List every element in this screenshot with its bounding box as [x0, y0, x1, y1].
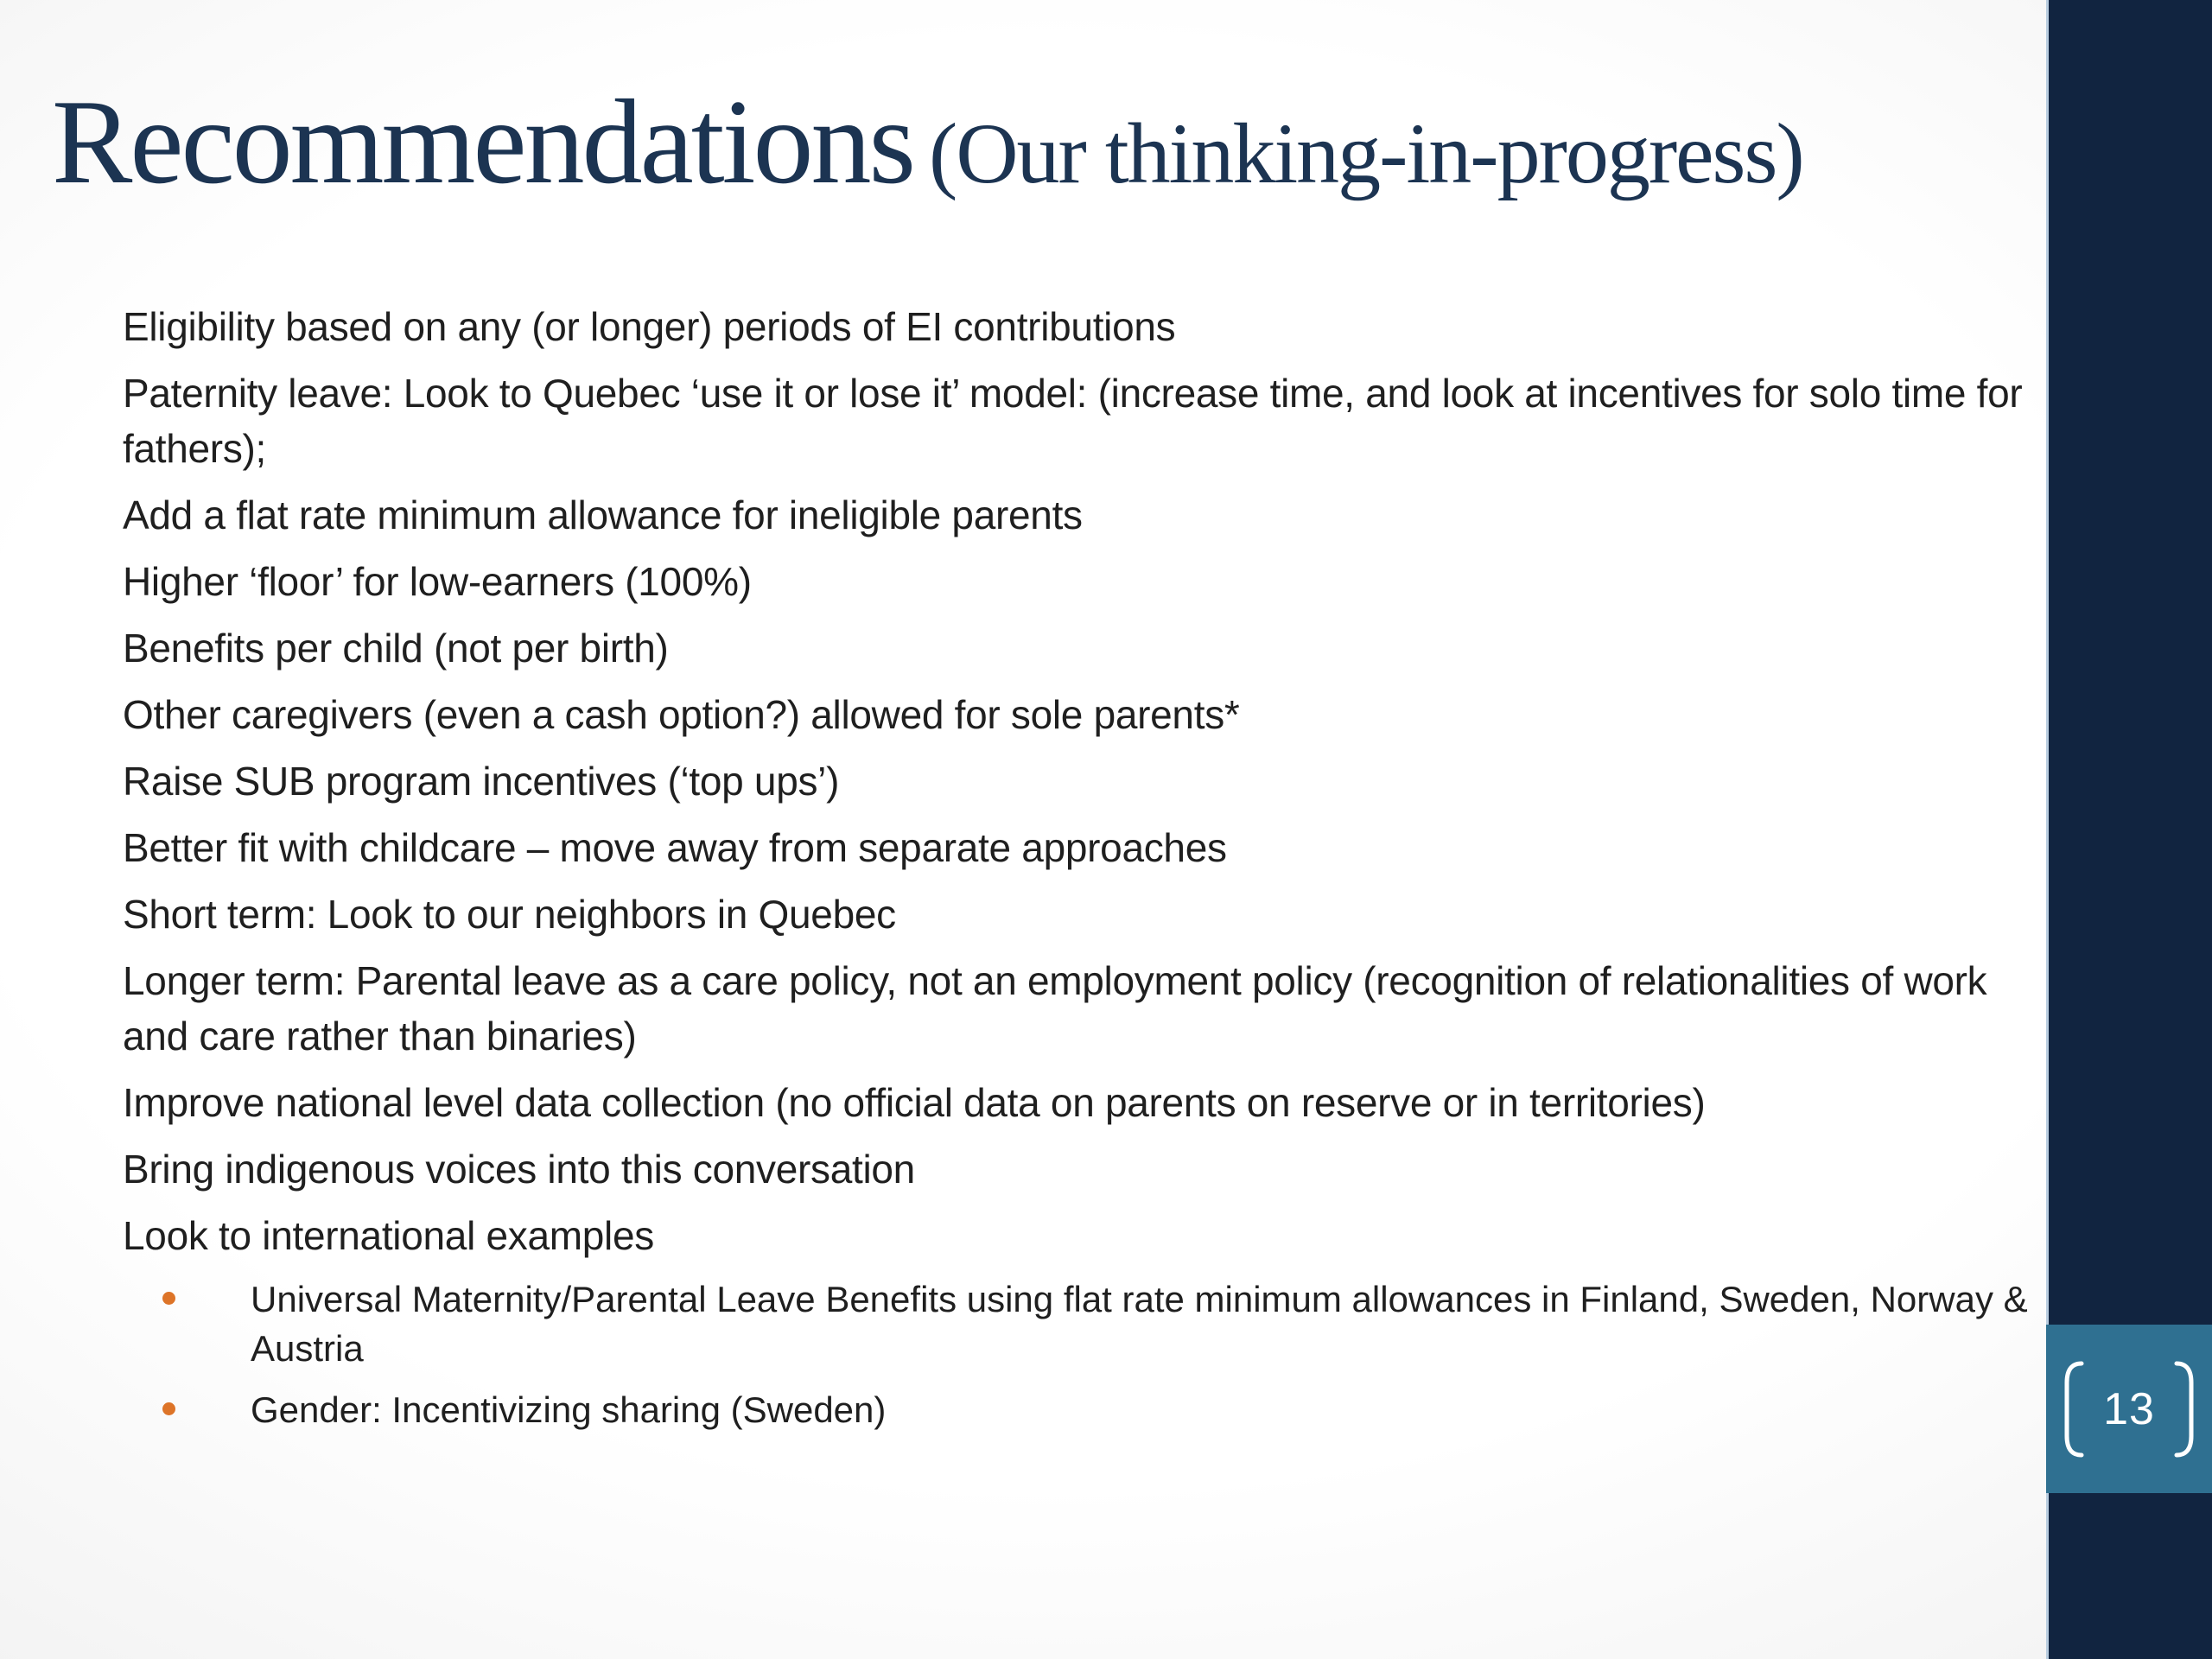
slide-title-main: Recommendations: [52, 75, 914, 209]
bullet-item: Bring indigenous voices into this conversation: [123, 1147, 915, 1192]
bullet-dot-icon: [162, 1402, 175, 1415]
bullet-item: Paternity leave: Look to Quebec ‘use it or lose it’ model: (increase time, and look at incentives for solo time for fathers);: [123, 371, 2023, 471]
bullet-item: Other caregivers (even a cash option?) allowed for sole parents*: [123, 692, 1240, 737]
bullet-item: Benefits per child (not per birth): [123, 626, 669, 671]
page-number: 13: [2103, 1383, 2155, 1434]
page-number-badge: [2046, 1325, 2212, 1493]
sub-bullet-text: Gender: Incentivizing sharing (Sweden): [251, 1389, 887, 1430]
slide-body: [123, 299, 2050, 1446]
left-bracket-icon: [2060, 1359, 2086, 1459]
bullet-item: Add a flat rate minimum allowance for ineligible parents: [123, 493, 1083, 537]
bullet-item: Short term: Look to our neighbors in Quebec: [123, 892, 896, 937]
sub-bullet-item: [123, 1385, 2050, 1434]
bullet-item: Longer term: Parental leave as a care policy, not an employment policy (recognition of relationalities of work and care rather than binaries): [123, 958, 1987, 1058]
bullet-item: Raise SUB program incentives (‘top ups’): [123, 759, 840, 804]
sub-bullet-item: [123, 1274, 2050, 1373]
sub-bullet-text: Universal Maternity/Parental Leave Benefits using flat rate minimum allowances in Finland, Sweden, Norway & Austria: [251, 1279, 2028, 1369]
bullet-dot-icon: [162, 1292, 175, 1305]
bullet-item: Higher ‘floor’ for low-earners (100%): [123, 559, 752, 604]
international-examples-list: [123, 1274, 2050, 1434]
slide-title: [52, 76, 2065, 209]
bullet-item: Look to international examples: [123, 1213, 654, 1258]
slide-title-subtitle: (Our thinking-in-progress): [929, 105, 1803, 201]
recommendations-list: [123, 299, 2050, 1263]
right-bracket-icon: [2172, 1359, 2198, 1459]
bullet-item: Eligibility based on any (or longer) periods of EI contributions: [123, 304, 1176, 349]
bullet-item: Improve national level data collection (no official data on parents on reserve or in territories): [123, 1080, 1706, 1125]
bullet-item: Better fit with childcare – move away from separate approaches: [123, 825, 1227, 870]
